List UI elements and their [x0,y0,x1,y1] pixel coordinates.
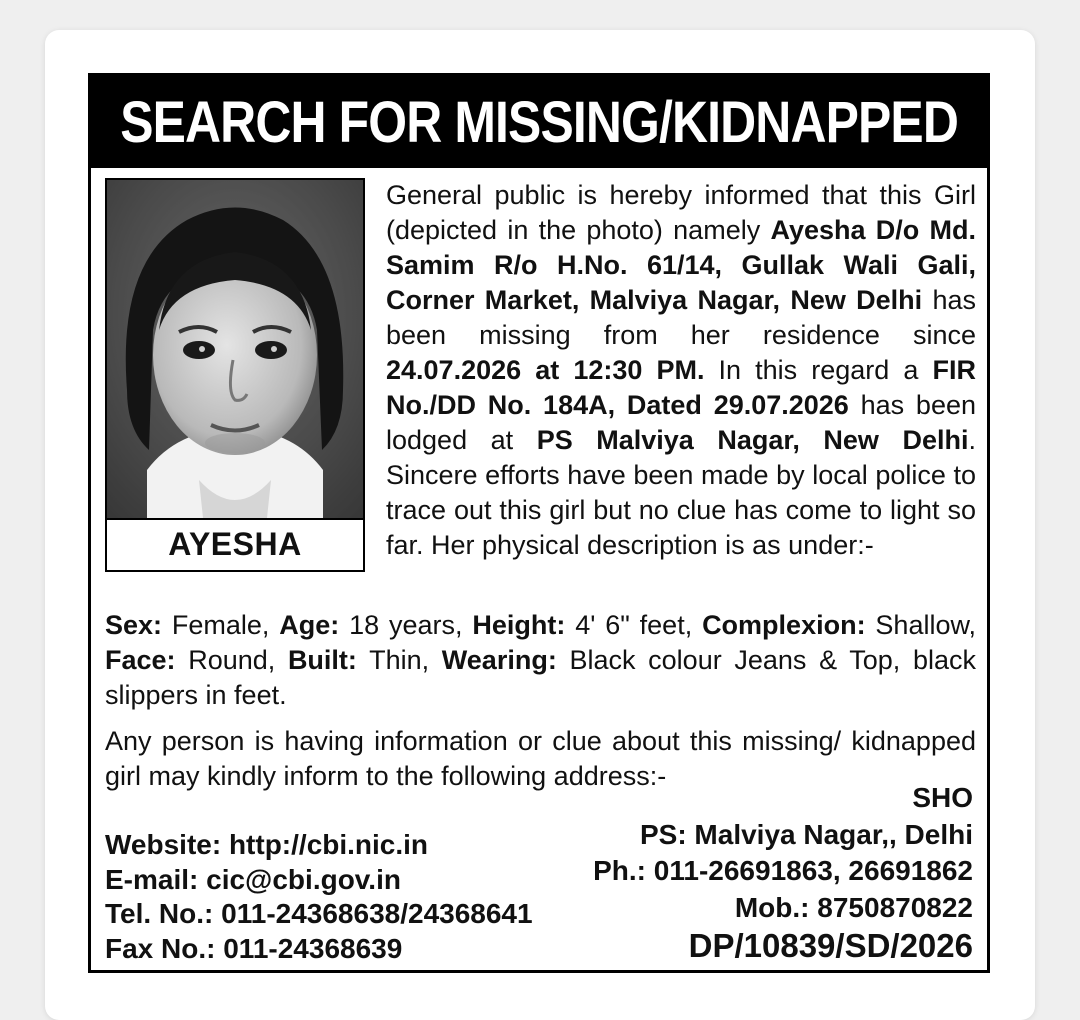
notice-banner [91,76,987,168]
intro-run-6: has been lodged at [386,390,976,455]
portrait-illustration [107,180,363,518]
description-run-1: Female, [162,610,280,640]
photo-frame [105,178,365,572]
email-line: E-mail: cic@cbi.gov.in [105,863,401,895]
intro-run-5: FIR No./DD No. 184A, Dated 29.07.2026 [386,355,977,420]
photo-caption-name: AYESHA [168,525,302,562]
missing-person-photo [107,180,363,520]
description-run-12: Wearing: [441,645,557,675]
intro-run-4: In this regard a [704,355,933,385]
mobile-line: Mob.: 8750870822 [734,891,973,923]
intro-run-1: Ayesha D/o Md. Samim R/o H.No. 61/14, Gullak Wali Gali, Corner Market, Malviya Nagar, New Delhi [386,215,976,315]
description-run-10: Built: [287,645,357,675]
description-run-13: Black colour Jeans & Top, black slippers in feet. [105,645,976,710]
description-run-9: Round, [175,645,288,675]
appeal-paragraph: Any person is having information or clue about this missing/ kidnapped girl may kindly inform to the following address:- [105,726,976,791]
phone-line: Ph.: 011-26691863, 26691862 [593,855,973,886]
missing-person-notice [88,73,990,973]
reference-code: DP/10839/SD/2026 [688,927,973,964]
fax-line: Fax No.: 011-24368639 [105,932,403,964]
description-run-6: Complexion: [702,610,866,640]
physical-description-paragraph [105,608,976,713]
description-run-4: Height: [472,610,566,640]
police-contact-block [593,780,973,966]
intro-run-0: General public is hereby informed that this Girl (depicted in the photo) namely [386,180,976,245]
intro-run-8: . Sincere efforts have been made by local police to trace out this girl but no clue has come to light so far. Her physical description is as under:- [386,425,976,560]
notice-intro-paragraph [386,178,976,563]
intro-run-2: has been missing from her residence since [386,285,976,350]
description-run-8: Face: [105,645,176,675]
description-run-3: 18 years, [339,610,473,640]
description-run-0: Sex: [105,610,163,640]
website-line: Website: http://cbi.nic.in [105,829,429,860]
cbi-contact-block [105,828,533,966]
notice-title: SEARCH FOR MISSING/KIDNAPPED [120,89,958,155]
officer-title: SHO [912,782,973,813]
description-run-2: Age: [279,610,340,640]
description-run-5: 4' 6" feet, [565,610,703,640]
intro-run-3: 24.07.2026 at 12:30 PM. [386,355,705,385]
police-station-line: PS: Malviya Nagar,, Delhi [639,818,973,850]
description-run-11: Thin, [356,645,442,675]
telephone-line: Tel. No.: 011-24368638/24368641 [105,898,533,929]
intro-run-7: PS Malviya Nagar, New Delhi [536,425,969,455]
description-run-7: Shallow, [865,610,976,640]
